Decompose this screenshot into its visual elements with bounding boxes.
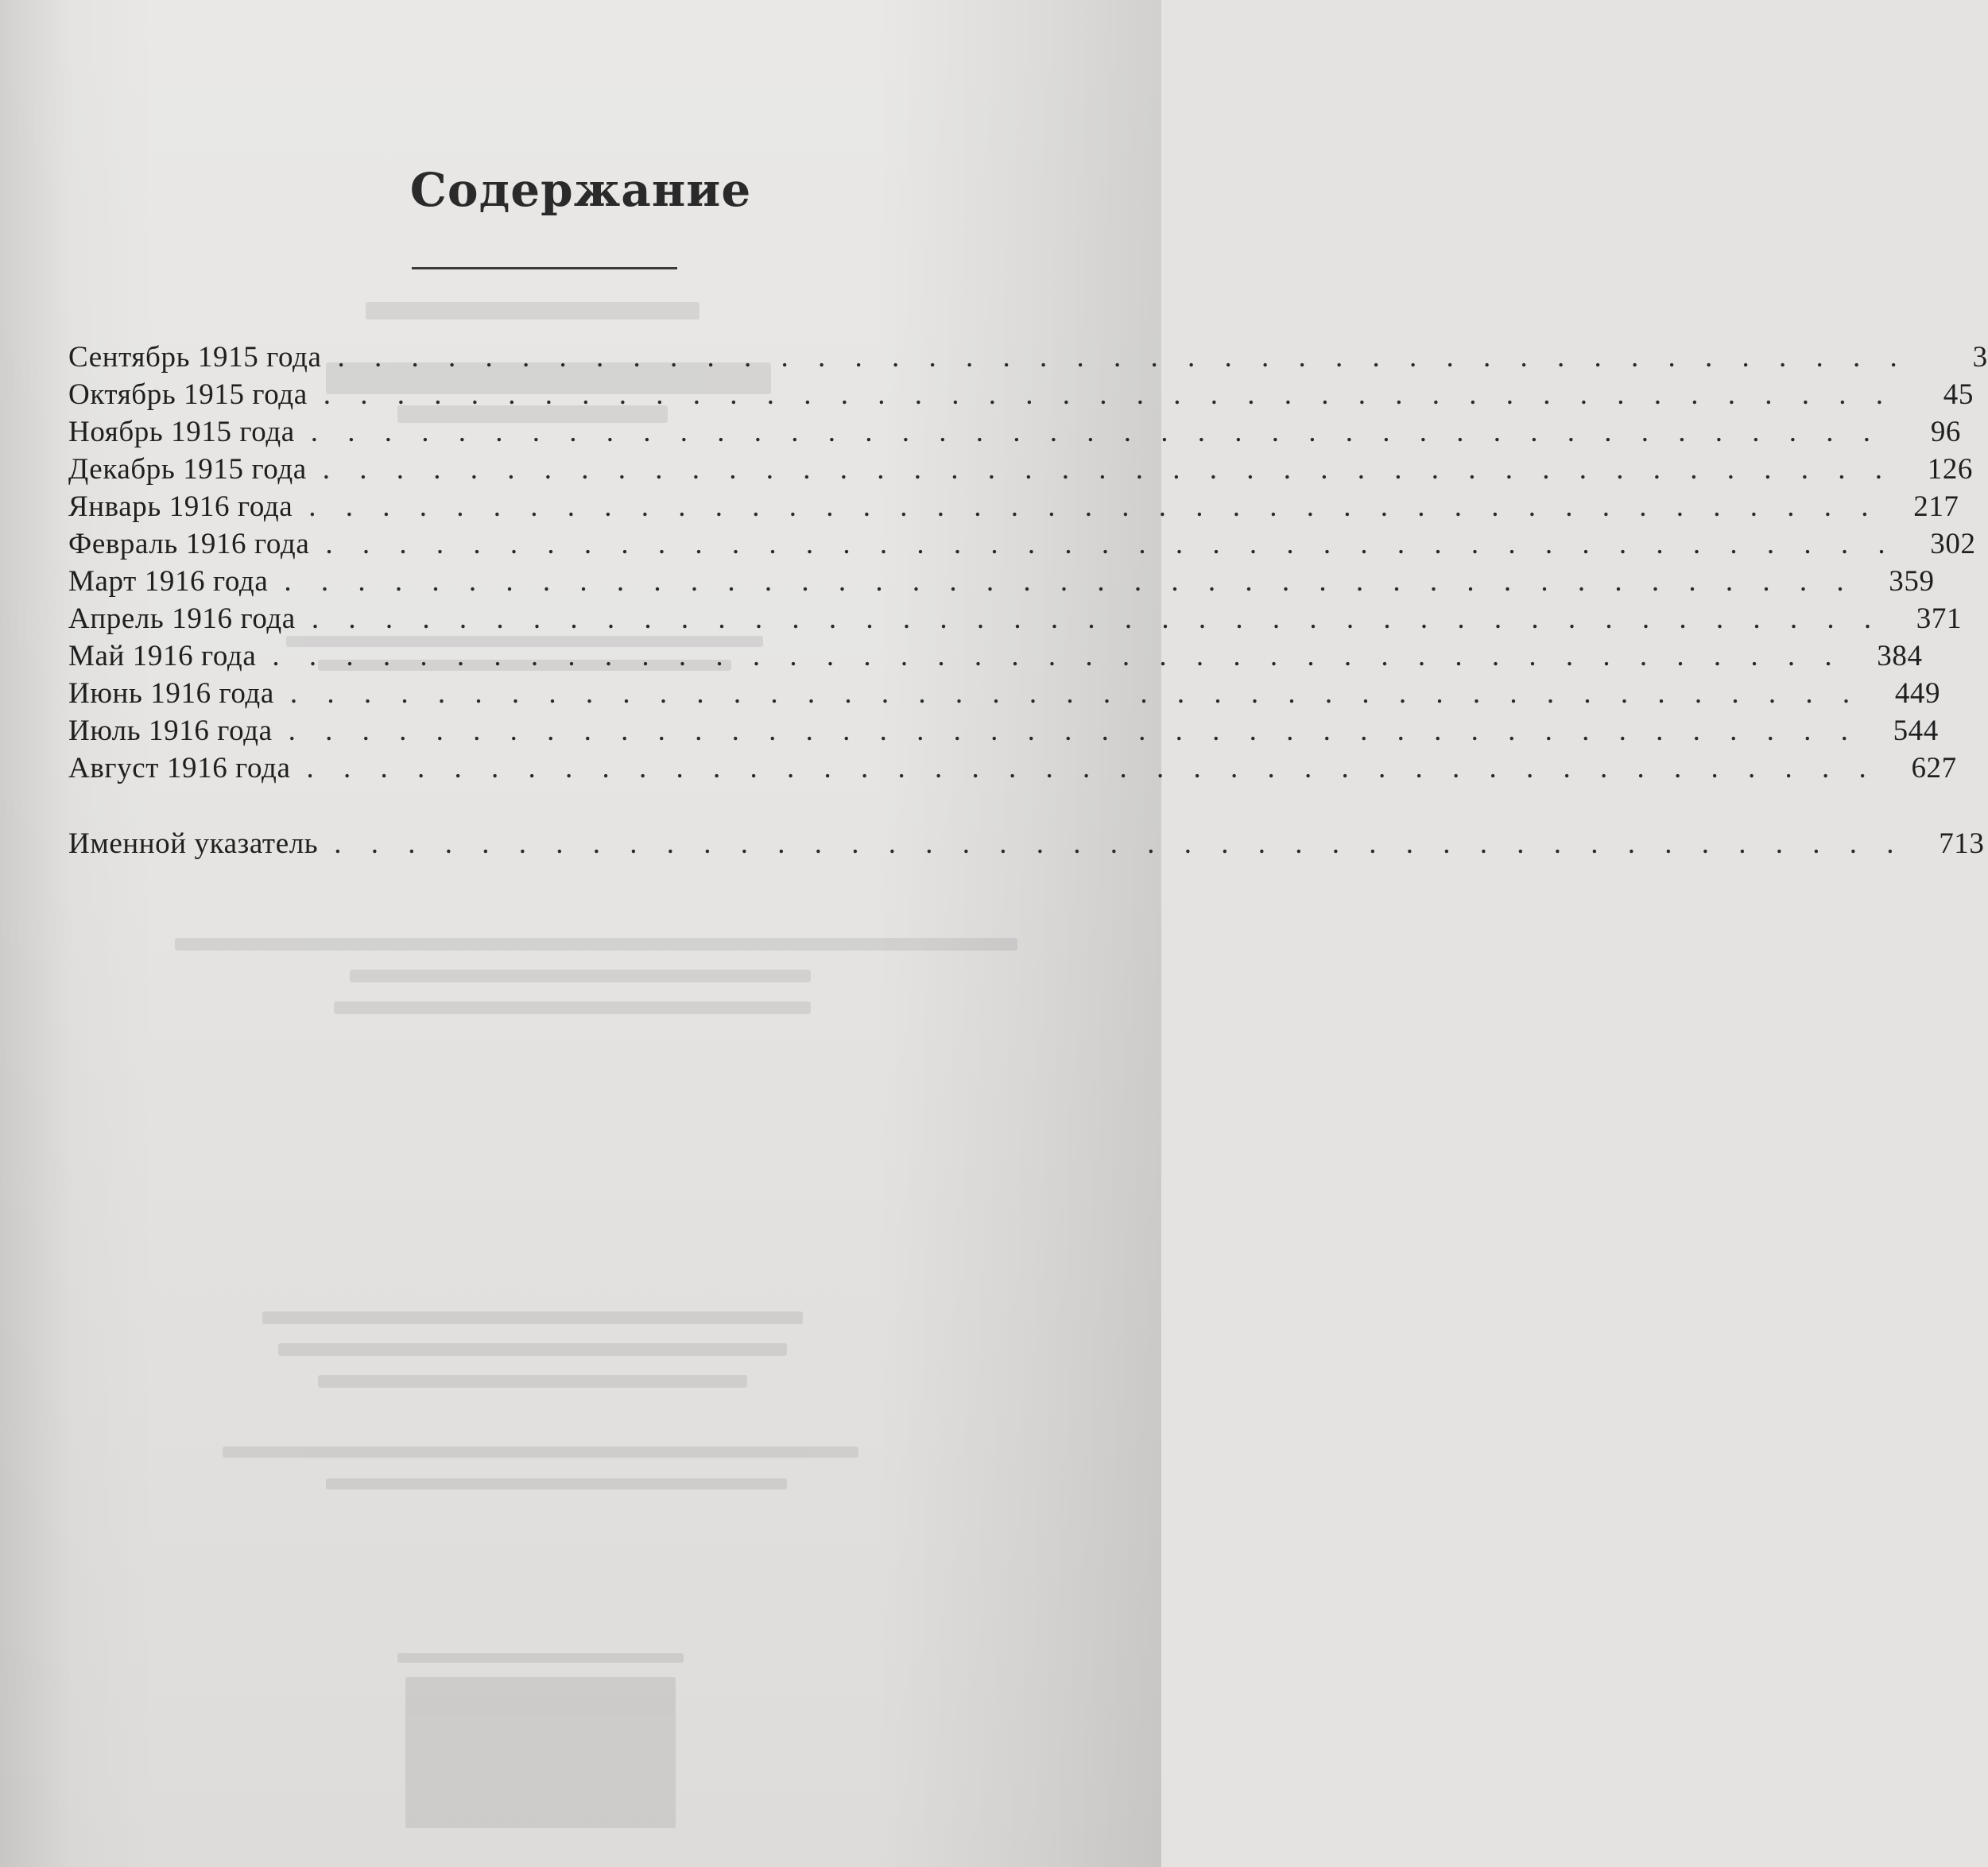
title-divider: [412, 267, 677, 269]
toc-entry-page: 627: [1911, 752, 1957, 784]
toc-entry-april-1916[interactable]: [68, 602, 1963, 639]
toc-entry-august-1916[interactable]: [68, 751, 1957, 788]
toc-leader-dots: . . . . . . . . . . . . . . . . . . . . . . . . . . . . . . . . . . . . . . . . . . .: [310, 416, 1882, 448]
toc-entry-label: Ноябрь 1915 года: [68, 416, 295, 448]
page-title: Содержание: [409, 163, 752, 217]
toc-leader-dots: . . . . . . . . . . . . . . . . . . . . . . . . . . . . . . . . . . . . . . . . . . .: [337, 341, 1909, 374]
toc-entry-page: 713: [1939, 827, 1985, 860]
toc-entry-january-1916[interactable]: [68, 490, 1959, 527]
toc-entry-page: 126: [1927, 453, 1974, 486]
toc-entry-may-1916[interactable]: [68, 639, 1923, 676]
toc-entry-label: Февраль 1916 года: [68, 528, 310, 560]
toc-entry-page: 359: [1889, 565, 1935, 598]
toc-entry-label: Апрель 1916 года: [68, 602, 296, 635]
toc-leader-dots: . . . . . . . . . . . . . . . . . . . . . . . . . . . . . . . . . . . . . . . . . . .: [284, 565, 1855, 598]
toc-entry-label: Август 1916 года: [68, 752, 291, 784]
toc-leader-dots: . . . . . . . . . . . . . . . . . . . . . . . . . . . . . . . . . . . . . . . . . . .: [308, 490, 1880, 523]
toc-entry-label: Июнь 1916 года: [68, 677, 274, 710]
toc-entry-page: 96: [1930, 416, 1962, 448]
toc-entry-september-1915[interactable]: [68, 340, 1988, 378]
toc-entry-label: Март 1916 года: [68, 565, 269, 598]
toc-leader-dots: . . . . . . . . . . . . . . . . . . . . . . . . . . . . . . . . . . . . . . . . . . .: [288, 715, 1859, 747]
toc-entry-label: Именной указатель: [68, 827, 319, 860]
toc-entry-label: Октябрь 1915 года: [68, 378, 308, 411]
toc-leader-dots: . . . . . . . . . . . . . . . . . . . . . . . . . . . . . . . . . . . . . . . . . . .: [323, 378, 1894, 411]
toc-entry-page: 544: [1893, 715, 1939, 747]
toc-entry-march-1916[interactable]: [68, 564, 1935, 602]
toc-entry-november-1915[interactable]: [68, 415, 1962, 452]
toc-leader-dots: . . . . . . . . . . . . . . . . . . . . . . . . . . . . . . . . . . . . . . . . . . .: [311, 602, 1883, 635]
toc-entry-label: Май 1916 года: [68, 640, 257, 672]
toc-entry-december-1915[interactable]: [68, 452, 1974, 490]
toc-leader-dots: . . . . . . . . . . . . . . . . . . . . . . . . . . . . . . . . . . . . . . . . . . .: [334, 827, 1905, 860]
toc-leader-dots: . . . . . . . . . . . . . . . . . . . . . . . . . . . . . . . . . . . . . . . . . . .: [306, 752, 1878, 784]
toc-entry-page: 449: [1894, 677, 1941, 710]
toc-entry-october-1915[interactable]: [68, 378, 1974, 415]
toc-entry-page: 384: [1877, 640, 1923, 672]
toc-entry-label: Сентябрь 1915 года: [68, 341, 322, 374]
table-of-contents: [68, 340, 1988, 864]
toc-entry-february-1916[interactable]: [68, 527, 1976, 564]
toc-leader-dots: . . . . . . . . . . . . . . . . . . . . . . . . . . . . . . . . . . . . . . . . . . .: [325, 528, 1897, 560]
toc-leader-dots: . . . . . . . . . . . . . . . . . . . . . . . . . . . . . . . . . . . . . . . . . . .: [289, 677, 1862, 710]
toc-entry-page: 217: [1913, 490, 1959, 523]
toc-entry-july-1916[interactable]: [68, 714, 1939, 751]
toc-entry-page: 45: [1943, 378, 1974, 411]
toc-entry-name-index[interactable]: [68, 827, 1985, 864]
toc-leader-dots: . . . . . . . . . . . . . . . . . . . . . . . . . . . . . . . . . . . . . . . . . . .: [322, 453, 1894, 486]
toc-entry-page: 371: [1916, 602, 1963, 635]
toc-entry-june-1916[interactable]: [68, 676, 1941, 714]
toc-entry-page: 302: [1930, 528, 1976, 560]
toc-entry-label: Июль 1916 года: [68, 715, 273, 747]
toc-entry-label: Декабрь 1915 года: [68, 453, 307, 486]
toc-leader-dots: . . . . . . . . . . . . . . . . . . . . . . . . . . . . . . . . . . . . . . . . . . .: [272, 640, 1843, 672]
toc-entry-label: Январь 1916 года: [68, 490, 293, 523]
toc-entry-page: 3: [1972, 341, 1988, 374]
